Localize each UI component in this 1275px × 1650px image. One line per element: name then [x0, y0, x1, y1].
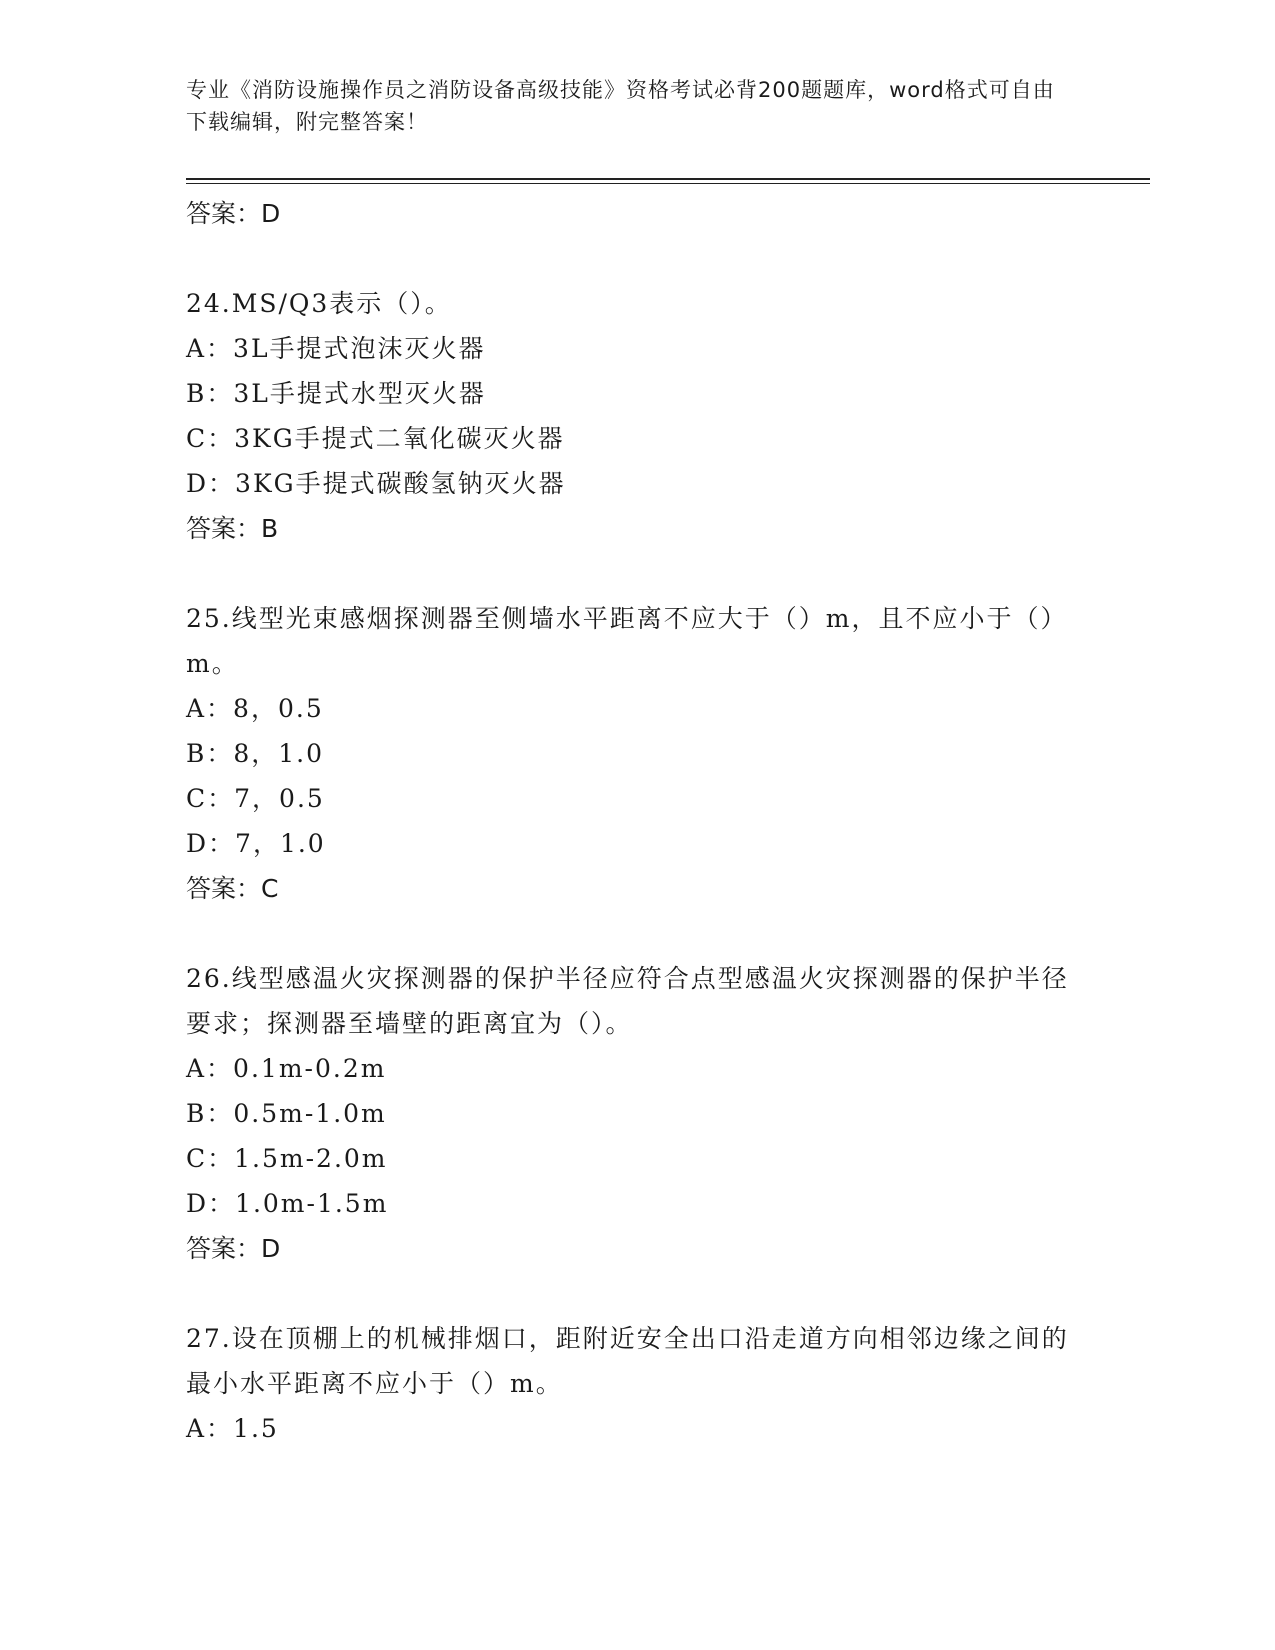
answer-line: 答案：B	[186, 514, 279, 543]
header-rule-thick	[186, 178, 1150, 180]
question-stem: 26.线型感温火灾探测器的保护半径应符合点型感温火灾探测器的保护半径要求；探测器至墙壁的距离宜为（）。	[186, 964, 1069, 1038]
option-a: A：8，0.5	[186, 694, 324, 723]
question-24	[186, 281, 1086, 551]
option-d: D：3KG手提式碳酸氢钠灭火器	[186, 469, 566, 498]
question-25	[186, 596, 1086, 911]
option-a: A：3L手提式泡沫灭火器	[186, 334, 486, 363]
header-rule-thin	[186, 183, 1150, 184]
option-b: B：0.5m-1.0m	[186, 1099, 387, 1128]
question-list	[186, 191, 1086, 1451]
option-d: D：1.0m-1.5m	[186, 1189, 389, 1218]
option-c: C：7，0.5	[186, 784, 325, 813]
question-26	[186, 956, 1086, 1271]
question-stem: 24.MS/Q3表示（）。	[186, 289, 452, 318]
option-c: C：3KG手提式二氧化碳灭火器	[186, 424, 565, 453]
option-a: A：0.1m-0.2m	[186, 1054, 387, 1083]
option-d: D：7，1.0	[186, 829, 326, 858]
document-header: 专业《消防设施操作员之消防设备高级技能》资格考试必背200题题库，word格式可自由下载编辑，附完整答案！	[186, 78, 1055, 134]
question-stem: 25.线型光束感烟探测器至侧墙水平距离不应大于（）m，且不应小于（）m。	[186, 604, 1068, 678]
option-a: A：1.5	[186, 1414, 279, 1443]
option-b: B：8，1.0	[186, 739, 325, 768]
option-b: B：3L手提式水型灭火器	[186, 379, 486, 408]
answer-line: 答案：D	[186, 199, 281, 228]
question-27	[186, 1316, 1086, 1451]
answer-line: 答案：C	[186, 874, 279, 903]
question-stem: 27.设在顶棚上的机械排烟口，距附近安全出口沿走道方向相邻边缘之间的最小水平距离不应小于（）m。	[186, 1324, 1069, 1398]
option-c: C：1.5m-2.0m	[186, 1144, 388, 1173]
answer-line: 答案：D	[186, 1234, 281, 1263]
